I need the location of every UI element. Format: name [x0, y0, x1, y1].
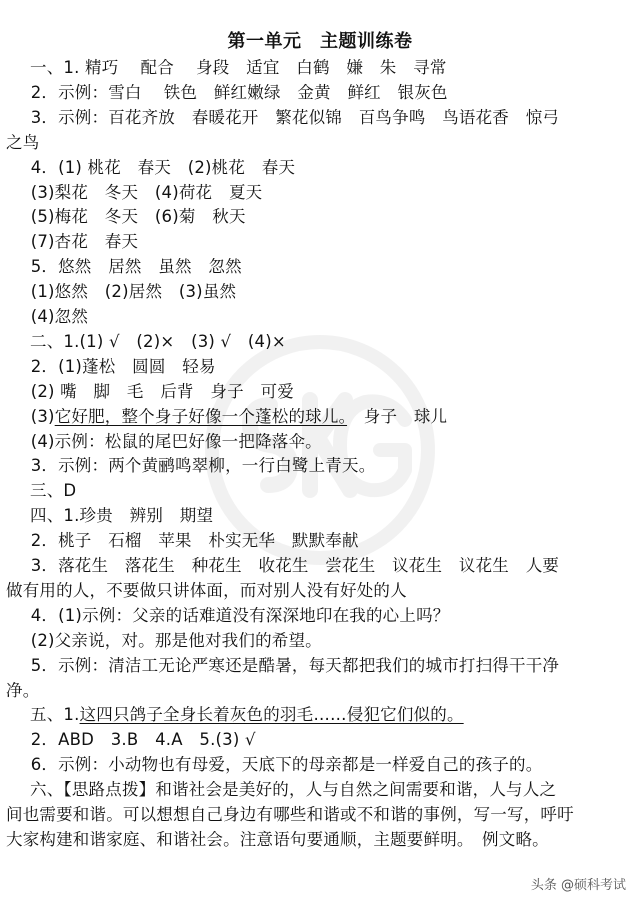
answer-text: 二、1.(1) √ (2)× (3) √ (4)×	[30, 331, 286, 351]
answer-text: 大家构建和谐家庭、和谐社会。注意语句要通顺，主题要鲜明。 例文略。	[6, 829, 549, 849]
answer-line	[6, 803, 640, 827]
answer-line	[14, 454, 640, 478]
answer-text: 3．示例：两个黄鹂鸣翠柳，一行白鹭上青天。	[14, 456, 376, 476]
answer-text: 4．(1) 桃花 春天 (2)桃花 春天	[14, 157, 296, 177]
answer-text: 4．(1)示例：父亲的话难道没有深深地印在我的心上吗？	[14, 605, 450, 625]
answer-text: 六、【思路点拨】和谐社会是美好的，人与自然之间需要和谐，人与人之	[30, 780, 557, 800]
answer-text: 四、1.珍贵 辨别 期望	[30, 506, 214, 526]
answer-line	[14, 81, 640, 105]
answer-line	[30, 703, 640, 727]
answer-tail: 身子 球儿	[347, 406, 448, 426]
answer-line	[14, 629, 640, 653]
answer-text: 2．桃子 石榴 苹果 朴实无华 默默奉献	[14, 531, 359, 551]
answer-text: 2．(1)蓬松 圆圆 轻易	[14, 356, 216, 376]
answer-line	[14, 753, 640, 777]
footer-credit: 头条 @硕科考试	[530, 878, 626, 893]
answer-text: 6．示例：小动物也有母爱，天底下的母亲都是一样爱自己的孩子的。	[14, 755, 543, 775]
answer-line	[14, 255, 640, 279]
answer-text: 五、1.	[30, 705, 80, 725]
answer-line	[14, 529, 640, 553]
answer-line	[14, 106, 640, 130]
answer-line	[14, 156, 640, 180]
answer-line	[14, 280, 640, 304]
answer-line	[14, 405, 640, 429]
answer-line	[14, 380, 640, 404]
answer-text: 间也需要和谐。可以想想自己身边有哪些和谐或不和谐的事例，写一写，呼吁	[6, 805, 574, 824]
underlined-answer: 它好肥，整个身子好像一个蓬松的球儿。	[54, 406, 348, 426]
answer-line	[30, 778, 640, 802]
answer-line	[6, 131, 640, 155]
answer-text: 做有用的人，不要做只讲体面，而对别人没有好处的人	[6, 580, 407, 600]
answer-text: 2．示例：雪白 铁色 鲜红嫩绿 金黄 鲜红 银灰色	[14, 82, 448, 102]
answer-text: (3)	[14, 406, 55, 426]
answer-line	[14, 554, 640, 578]
underlined-answer: 这四只鸽子全身长着灰色的羽毛……侵犯它们似的。	[79, 705, 464, 725]
answer-text: (4)示例：松鼠的尾巴好像一把降落伞。	[14, 431, 322, 451]
answer-line	[30, 56, 640, 80]
answer-text: (7)杏花 春天	[14, 232, 139, 252]
answer-text: 之鸟	[6, 132, 40, 152]
answer-line	[6, 579, 640, 603]
answer-text: 净。	[6, 680, 40, 700]
answer-line	[30, 330, 640, 354]
answer-text: (3)梨花 冬天 (4)荷花 夏天	[14, 182, 263, 202]
answer-text: 2．ABD 3.B 4.A 5.(3) √	[14, 730, 256, 750]
answer-line	[6, 828, 640, 852]
answer-line	[14, 230, 640, 254]
answer-line	[14, 181, 640, 205]
answer-line	[30, 479, 640, 503]
answer-line	[14, 654, 640, 678]
answer-line	[14, 728, 640, 752]
page-title: 第一单元 主题训练卷	[227, 31, 413, 52]
answer-text: (2)父亲说，对。那是他对我们的希望。	[14, 630, 322, 650]
answer-text: (4)忽然	[14, 307, 89, 326]
answer-text: 3．落花生 落花生 种花生 收花生 尝花生 议花生 议花生 人要	[14, 556, 560, 575]
answer-text: (2) 嘴 脚 毛 后背 身子 可爱	[14, 381, 294, 401]
answer-line	[14, 205, 640, 229]
answer-line	[6, 679, 640, 703]
answer-text: 5．示例：清洁工无论严寒还是酷暑，每天都把我们的城市打扫得干干净	[14, 655, 560, 675]
answer-text: 3．示例：百花齐放 春暖花开 繁花似锦 百鸟争鸣 鸟语花香 惊弓	[14, 107, 560, 127]
answer-line	[14, 430, 640, 454]
answer-text: 一、1. 精巧 配合 身段 适宜 白鹤 嫌 朱 寻常	[30, 58, 447, 77]
answer-line	[14, 604, 640, 628]
answer-text: (1)悠然 (2)居然 (3)虽然	[14, 282, 237, 302]
answer-line	[14, 305, 640, 329]
answer-line	[30, 504, 640, 528]
answer-text: 三、D	[30, 481, 77, 501]
answer-text: 5．悠然 居然 虽然 忽然	[14, 257, 242, 277]
answer-text: (5)梅花 冬天 (6)菊 秋天	[14, 207, 246, 227]
answer-line	[14, 355, 640, 379]
